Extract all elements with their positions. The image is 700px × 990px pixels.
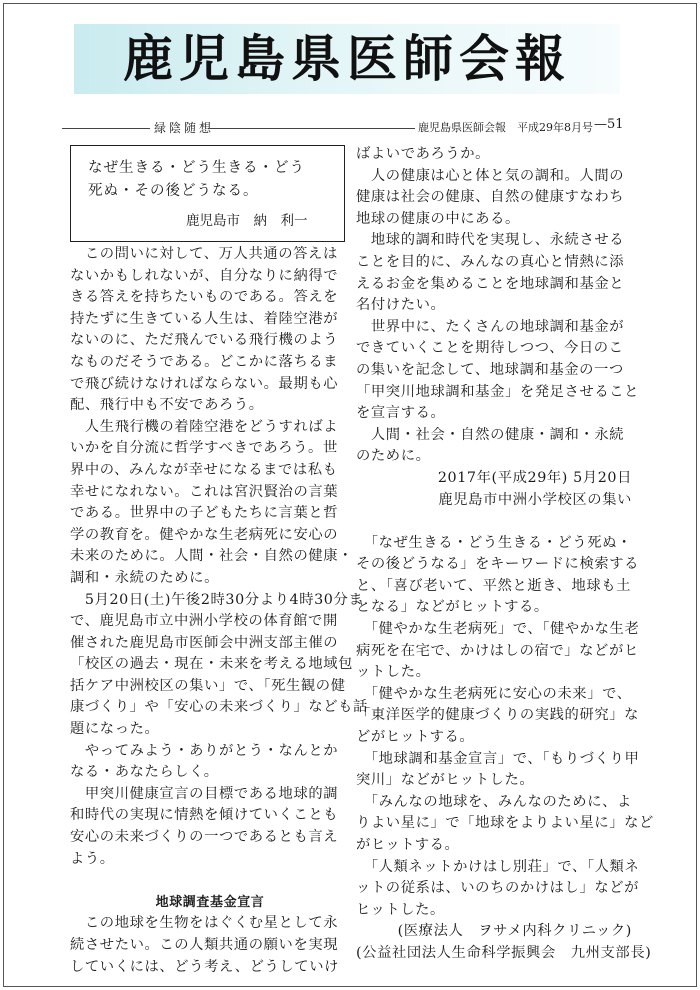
body-line: 界中の、みんなが幸せになるまでは私も [70,461,338,478]
affiliation-2: (公益社団法人生命科学振興会 九州支部長) [356,944,652,961]
body-line: 世界中に、たくさんの地球調和基金が [356,318,625,335]
body-line: なものだそうである。どこかに落ちるま [70,353,339,370]
body-line: である。世界中の子どもたちに言葉と哲 [70,505,339,522]
article-title-line-2: 死ぬ・その後どうなる。 [88,183,259,199]
body-line: のために。 [356,448,431,465]
body-line: がヒットする。 [356,837,460,853]
body-line: 「甲突川地球調和基金」を発足させること [356,383,640,400]
subheading: 地球調査基金宣言 [155,894,265,910]
body-line: 5月20日(土)午後2時30分より4時30分ま [70,591,364,608]
body-line: 病死を在宅で、かけはしの宿で」などがヒ [356,642,639,659]
body-line: 「みんなの地球を、みんなのために、よ [356,793,632,810]
body-line: 「校区の過去・現在・未来を考える地域包 [70,656,354,673]
article-title-line-1: なぜ生きる・どう生きる・どう [88,160,305,176]
body-line: 未来のために。人間・社会・自然の健康・ [70,548,354,565]
body-line: どがヒットする。 [356,729,475,746]
body-line: 配、飛行中も不安であろう。 [70,397,264,414]
body-line: 催された鹿児島市医師会中洲支部主催の [70,634,339,651]
body-line: 人間・社会・自然の健康・調和・永続 [356,426,625,443]
body-line: 調和・永続のために。 [70,569,219,586]
body-line: えるお金を集めることを地球調和基金と [356,275,625,292]
body-line: 「なぜ生きる・どう生きる・どう死ぬ・ [356,534,632,551]
issue-info: 鹿児島県医師会報 平成29年8月号 [418,121,593,134]
page-number: —51 [594,117,624,132]
masthead-title: 鹿児島県医師会報 [123,29,571,88]
body-line: 康づくり」や「安心の未来づくり」なども話 [70,699,368,716]
body-line: 健康は社会の健康、自然の健康すなわち [356,189,625,206]
body-line: ことを目的に、みんなの真心と情熱に添 [356,253,625,270]
body-line: ないかもしれないが、自分なりに納得で [70,267,339,284]
body-line: その後どうなる」をキーワードに検索する [356,556,640,573]
body-line: していくには、どう考え、どうしていけ [70,958,339,975]
body-line: 「健やかな生老病死に安心の未来」で、 [356,685,632,702]
body-line: 地球的調和時代を実現し、永続させる [356,232,625,249]
body-line: なる・あなたらしく。 [70,764,219,781]
body-line: と、「喜び老いて、平然と逝き、地球も土 [356,577,632,594]
body-line: 突川」などがヒットした。 [356,772,535,789]
body-line: 人生飛行機の着陸空港をどうすればよ [70,418,339,435]
declaration-place: 鹿児島市中洲小学校区の集い [438,491,632,508]
body-line: 和時代の実現に情熱を傾けていくことも [70,807,339,824]
body-line: 続させたい。この人類共通の願いを実現 [70,937,339,953]
section-label: 緑陰随想 [154,121,215,135]
body-line: ないのに、ただ飛んでいる飛行機のよう [70,332,339,349]
body-line: ットの従系は、いのちのかけはし」などが [356,880,640,897]
body-line: 「健やかな生老病死」で、「健やかな生老 [356,621,640,638]
body-line: 括ケア中洲校区の集い」で、「死生観の健 [70,677,346,694]
body-line: 人の健康は心と体と気の調和。人間の [356,167,625,184]
body-line: 持たずに生きている人生は、着陸空港が [70,310,339,327]
body-line: を宣言する。 [356,405,446,422]
body-line: ヒットした。 [356,901,445,918]
affiliation-1: (医療法人 ヲサメ内科クリニック) [397,923,632,940]
spacer [70,870,350,892]
article-author: 鹿児島市 納 利一 [186,213,308,229]
body-line: ばよいであろうか。 [356,146,491,162]
body-line: で飛び続けなければならない。最期も心 [70,375,339,392]
left-column [70,244,368,978]
body-line: 甲突川健康宣言の目標である地球的調 [70,785,339,802]
body-line: 題になった。 [70,721,160,738]
body-line: よう。 [70,850,115,867]
declaration-date: 2017年(平成29年) 5月20日 [437,469,632,486]
body-line: この地球を生物をはぐくむ星として永 [70,915,339,932]
spacer [356,511,632,533]
body-line: 「人類ネットかけはし別荘」で、「人類ネ [356,858,640,875]
right-column [356,144,654,965]
body-line: 学の教育を。健やかな生老病死に安心の [70,526,339,543]
body-line: りよい星に」で「地球をよりよい星に」など [356,815,654,832]
body-line: 安心の未来づくりの一つであるとも言え [70,829,339,846]
body-line: 地球の健康の中にある。 [356,210,520,227]
body-line: で、鹿児島市立中洲小学校の体育館で開 [70,613,338,630]
header-rule-right [208,128,415,129]
body-line: ットした。 [356,664,431,681]
body-line: 「東洋医学的健康づくりの実践的研究」な [356,707,640,724]
body-line: 「地球調和基金宣言」で、「もりづくり甲 [356,750,640,767]
body-line: の集いを記念して、地球調和基金の一つ [356,361,624,378]
body-line: きる答えを持ちたいものである。答えを [70,289,339,306]
body-line: となる」などがヒットする。 [356,599,549,616]
body-line: この問いに対して、万人共通の答えは [70,246,338,262]
body-line: やってみよう・ありがとう・なんとか [70,742,339,759]
body-line: 名付けたい。 [356,297,446,314]
body-line: 幸せになれない。これは宮沢賢治の言葉 [70,483,339,500]
body-line: いかを自分流に哲学すべきであろう。世 [70,440,338,457]
body-line: できていくことを期待しつつ、今日のこ [356,340,624,357]
header-rule-left [62,128,150,129]
